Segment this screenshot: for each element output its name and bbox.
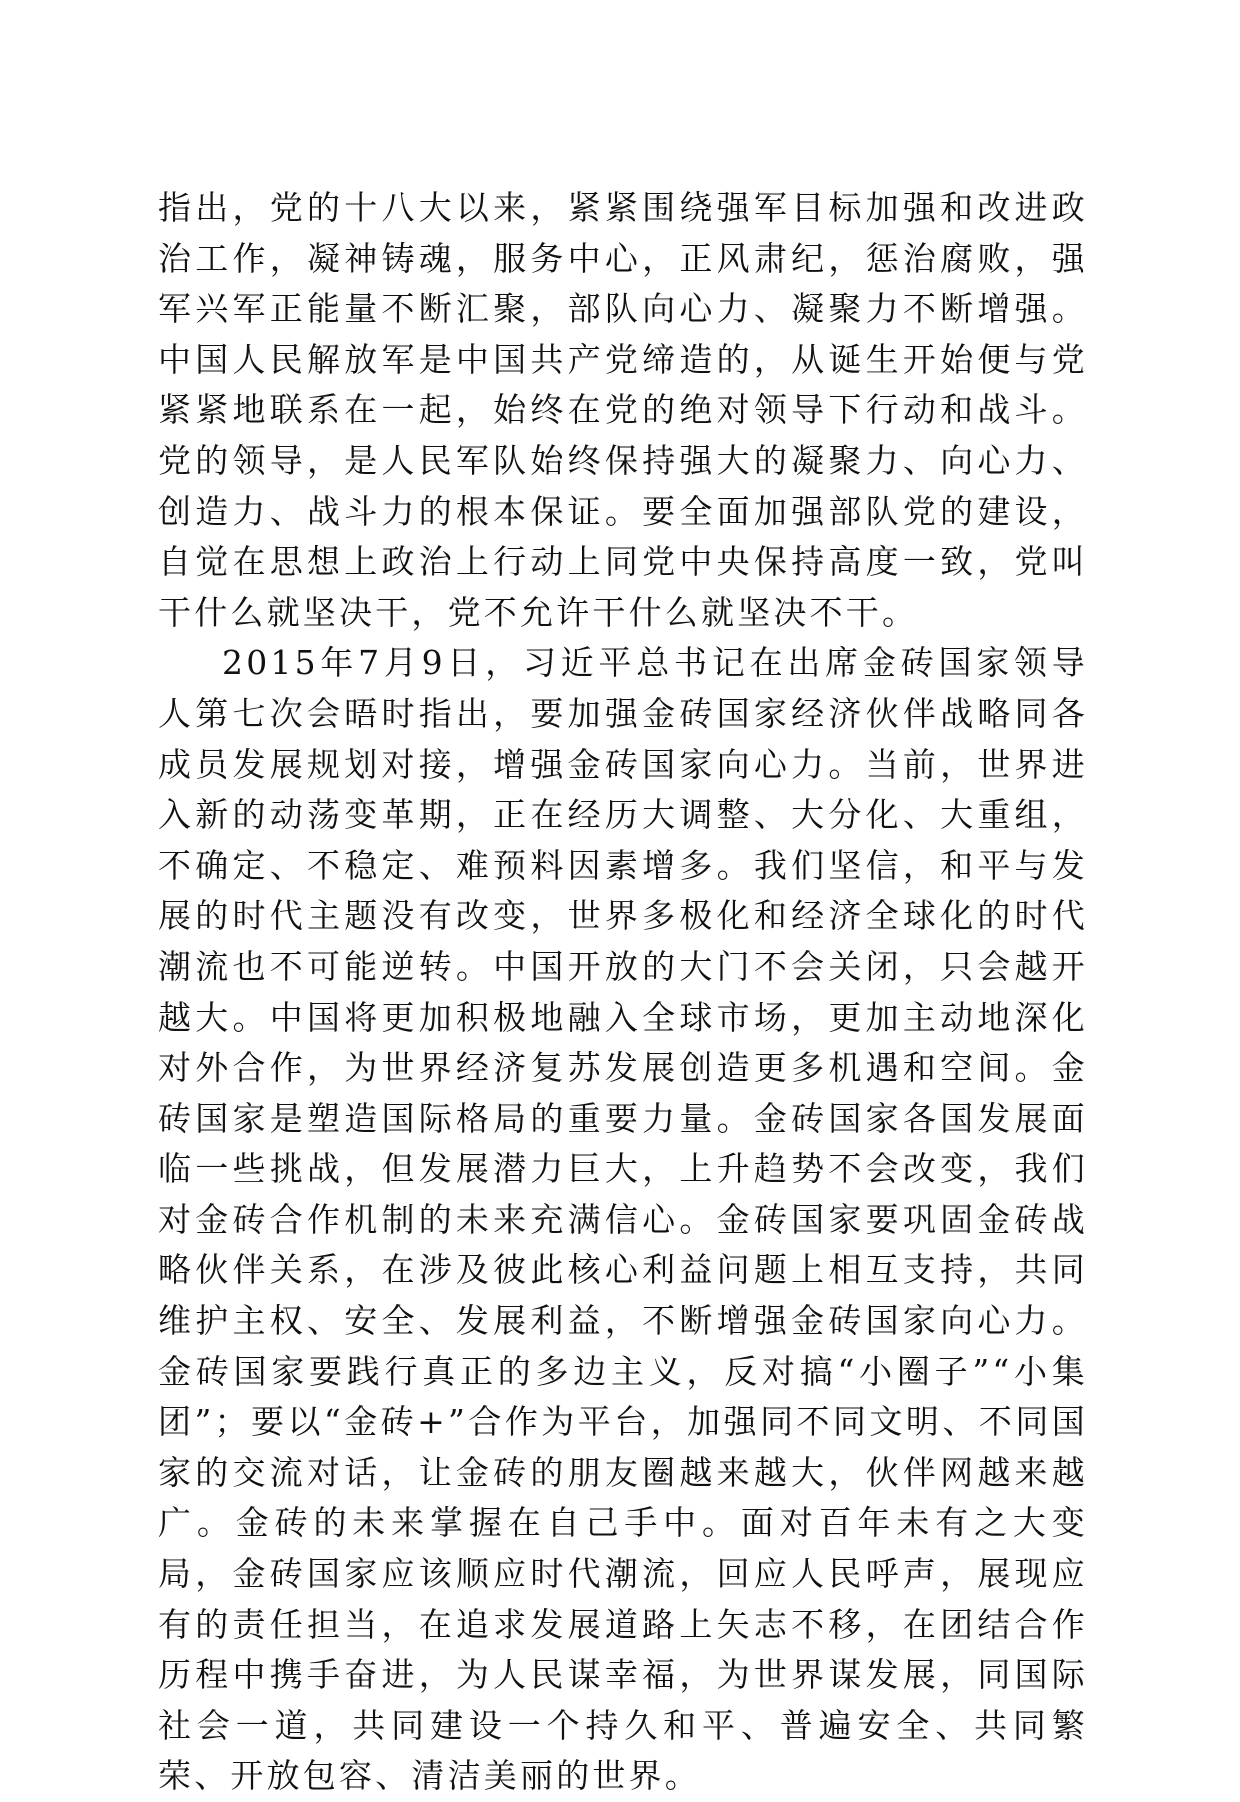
document-body — [158, 183, 1088, 1802]
paragraph-brics-summit: 2015年7月9日，习近平总书记在出席金砖国家领导人第七次会晤时指出，要加强金砖国家经济伙伴战略同各成员发展规划对接，增强金砖国家向心力。当前，世界进入新的动荡变革期，正在经历大调整、大分化、大重组，不确定、不稳定、难预料因素增多。我们坚信，和平与发展的时代主题没有改变，世界多极化和经济全球化的时代潮流也不可能逆转。中国开放的大门不会关闭，只会越开越大。中国将更加积极地融入全球市场，更加主动地深化对外合作，为世界经济复苏发展创造更多机遇和空间。金砖国家是塑造国际格局的重要力量。金砖国家各国发展面临一些挑战，但发展潜力巨大，上升趋势不会改变，我们对金砖合作机制的未来充满信心。金砖国家要巩固金砖战略伙伴关系，在涉及彼此核心利益问题上相互支持，共同维护主权、安全、发展利益，不断增强金砖国家向心力。金砖国家要践行真正的多边主义，反对搞“小圈子”“小集团”；要以“金砖+”合作为平台，加强同不同文明、不同国家的交流对话，让金砖的朋友圈越来越大，伙伴网越来越广。金砖的未来掌握在自己手中。面对百年未有之大变局，金砖国家应该顺应时代潮流，回应人民呼声，展现应有的责任担当，在追求发展道路上矢志不移，在团结合作历程中携手奋进，为人民谋幸福，为世界谋发展，同国际社会一道，共同建设一个持久和平、普遍安全、共同繁荣、开放包容、清洁美丽的世界。 — [158, 643, 1088, 1796]
paragraph-continued-political-work: 指出，党的十八大以来，紧紧围绕强军目标加强和改进政治工作，凝神铸魂，服务中心，正风肃纪，惩治腐败，强军兴军正能量不断汇聚，部队向心力、凝聚力不断增强。中国人民解放军是中国共产党缔造的，从诞生开始便与党紧紧地联系在一起，始终在党的绝对领导下行动和战斗。党的领导，是人民军队始终保持强大的凝聚力、向心力、创造力、战斗力的根本保证。要全面加强部队党的建设，自觉在思想上政治上行动上同党中央保持高度一致，党叫干什么就坚决干，党不允许干什么就坚决不干。 — [158, 188, 1088, 632]
